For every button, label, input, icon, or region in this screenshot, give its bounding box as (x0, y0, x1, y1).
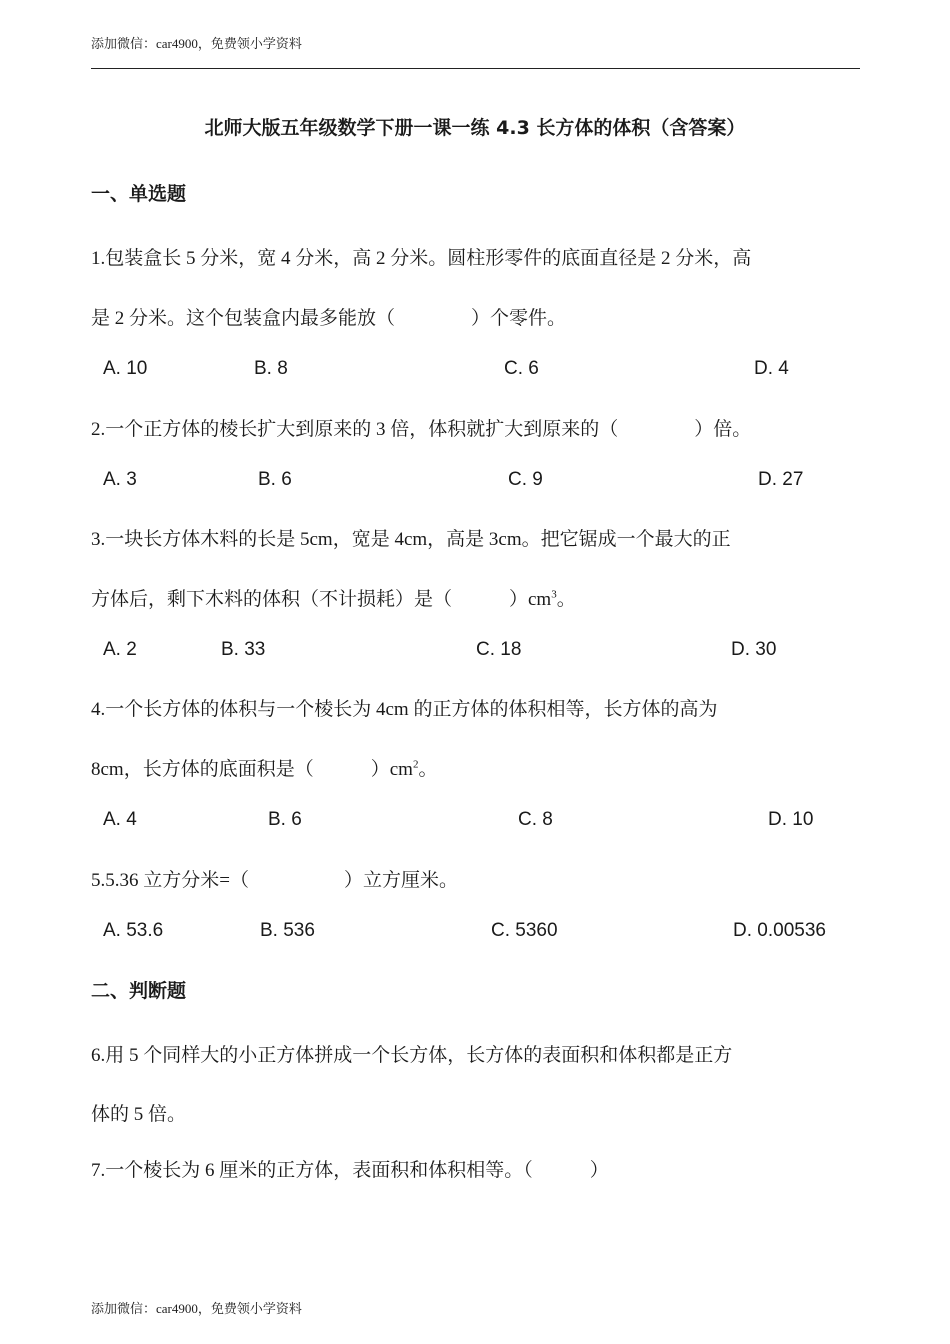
question-5-option-c: C. 5360 (491, 920, 558, 941)
question-3-option-a: A. 2 (103, 639, 137, 660)
question-3-option-d: D. 30 (731, 639, 777, 660)
header-watermark: 添加微信：car4900，免费领小学资料 (91, 36, 302, 51)
question-4-option-c: C. 8 (518, 809, 553, 830)
question-4-unit-exponent: 2 (412, 758, 419, 771)
question-2-option-d: D. 27 (758, 469, 804, 490)
question-4-option-d: D. 10 (768, 809, 814, 830)
question-5-line-1: 5.5.36 立方分米=（ ）立方厘米。 (91, 870, 458, 891)
question-3-line-1: 3.一块长方体木料的长是 5cm，宽是 4cm，高是 3cm。把它锯成一个最大的正 (91, 529, 731, 550)
question-6-line-2: 体的 5 倍。 (91, 1104, 187, 1125)
header-divider (91, 68, 860, 69)
question-1-line-2: 是 2 分米。这个包装盒内最多能放（ ）个零件。 (91, 308, 567, 329)
question-4-line-1: 4.一个长方体的体积与一个棱长为 4cm 的正方体的体积相等，长方体的高为 (91, 699, 718, 720)
section-heading-single-choice: 一、单选题 (91, 183, 187, 205)
question-5-option-b: B. 536 (260, 920, 315, 941)
question-2-option-c: C. 9 (508, 469, 543, 490)
question-2-option-a: A. 3 (103, 469, 137, 490)
question-3-line-2-text: 方体后，剩下木料的体积（不计损耗）是（ ）cm (91, 589, 552, 610)
question-5-option-a: A. 53.6 (103, 920, 164, 941)
question-3-unit-exponent: 3 (551, 588, 557, 601)
question-1-option-d: D. 4 (754, 358, 789, 379)
question-5-option-d: D. 0.00536 (733, 920, 826, 941)
question-4-option-a: A. 4 (103, 809, 137, 830)
question-3-option-c: C. 18 (476, 639, 522, 660)
question-2-line-1: 2.一个正方体的棱长扩大到原来的 3 倍，体积就扩大到原来的（ ）倍。 (91, 419, 752, 440)
question-7-line-1: 7.一个棱长为 6 厘米的正方体，表面积和体积相等。（ ） (91, 1160, 609, 1181)
question-4-line-2-text: 8cm，长方体的底面积是（ ）cm (91, 759, 413, 780)
question-4-line-2-tail: 。 (418, 759, 438, 780)
footer-watermark: 添加微信：car4900，免费领小学资料 (91, 1301, 302, 1316)
question-1-option-a: A. 10 (103, 358, 148, 379)
question-4-option-b: B. 6 (268, 809, 302, 830)
question-1-option-b: B. 8 (254, 358, 288, 379)
question-2-option-b: B. 6 (258, 469, 292, 490)
question-4-line-2 (91, 754, 437, 781)
document-title: 北师大版五年级数学下册一课一练 4.3 长方体的体积（含答案） (204, 117, 746, 139)
question-1-line-1: 1.包装盒长 5 分米，宽 4 分米，高 2 分米。圆柱形零件的底面直径是 2 分米，高 (91, 248, 752, 269)
question-6-line-1: 6.用 5 个同样大的小正方体拼成一个长方体，长方体的表面积和体积都是正方 (91, 1045, 733, 1066)
question-3-line-2-tail: 。 (556, 589, 576, 610)
question-1-option-c: C. 6 (504, 358, 539, 379)
section-heading-true-false: 二、判断题 (91, 980, 187, 1002)
question-3-option-b: B. 33 (221, 639, 266, 660)
question-3-line-2 (91, 584, 576, 611)
